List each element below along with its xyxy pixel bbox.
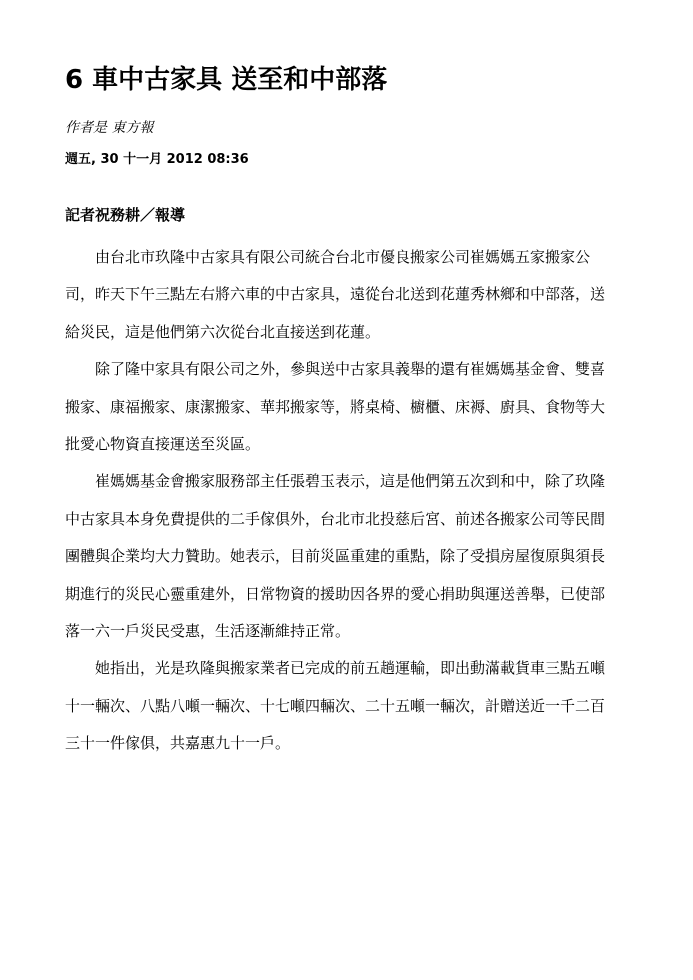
paragraph-line: 由台北市玖隆中古家具有限公司統合台北市優良搬家公司崔媽媽五家搬家公 [95, 248, 591, 266]
paragraph-line: 她指出，光是玖隆與搬家業者已完成的前五趟運輸，即出動滿載貨車三點五噸 [95, 659, 606, 678]
paragraph-line: 搬家、康福搬家、康潔搬家、華邦搬家等，將桌椅、櫥櫃、床褥、廚具、食物等大 [65, 397, 606, 416]
paragraph-line: 司，昨天下午三點左右將六車的中古家具，遠從台北送到花蓮秀林鄉和中部落，送 [65, 285, 606, 304]
paragraph-line: 批愛心物資直接運送至災區。 [65, 435, 261, 454]
paragraph-line: 三十一件傢俱，共嘉惠九十一戶。 [65, 734, 291, 753]
article-title: 6 車中古家具 送至和中部落 [65, 65, 388, 95]
article-byline: 記者祝務耕／報導 [65, 206, 186, 224]
paragraph-line: 落一六一戶災民受惠，生活逐漸維持正常。 [65, 622, 351, 641]
paragraph-line: 除了隆中家具有限公司之外，參與送中古家具義舉的還有崔媽媽基金會、雙喜 [95, 360, 606, 379]
article-date: 週五, 30 十一月 2012 08:36 [65, 152, 249, 167]
paragraph-line: 團體與企業均大力贊助。她表示，目前災區重建的重點，除了受損房屋復原與須長 [65, 547, 606, 566]
paragraph-line: 給災民，這是他們第六次從台北直接送到花蓮。 [65, 322, 381, 341]
article-author: 作者是 東方報 [65, 120, 154, 136]
paragraph-line: 十一輛次、八點八噸一輛次、十七噸四輛次、二十五噸一輛次，計贈送近一千二百 [65, 696, 606, 715]
paragraph-line: 中古家具本身免費提供的二手傢俱外，台北市北投慈后宮、前述各搬家公司等民間 [65, 509, 606, 528]
article-paragraph-3 [65, 463, 665, 650]
paragraph-line: 崔媽媽基金會搬家服務部主任張碧玉表示，這是他們第五次到和中，除了玖隆 [95, 472, 606, 491]
article-paragraph-1 [65, 239, 665, 351]
article-body [65, 239, 665, 763]
article-paragraph-2 [65, 351, 665, 463]
article-paragraph-4 [65, 650, 665, 762]
paragraph-line: 期進行的災民心靈重建外，日常物資的援助因各界的愛心捐助與運送善舉，已使部 [65, 584, 606, 603]
